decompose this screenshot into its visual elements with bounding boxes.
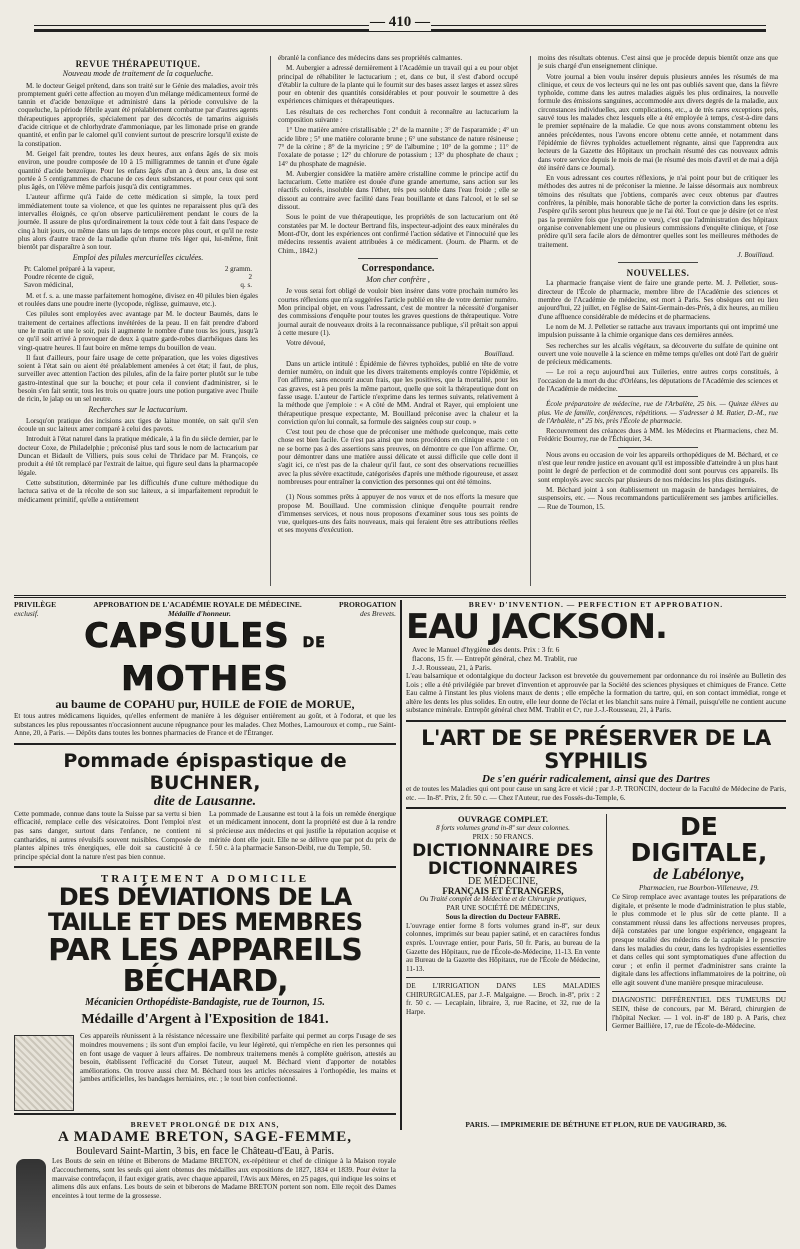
paragraph: Ses recherches sur les alcalis végétaux, sa découverte du sulfate de quinine ont ouvert une voie nouvelle à la science en même temps qu'elles ont doté l'art de guérir de précieux médicaments. (538, 341, 778, 367)
page-number: — 410 — (370, 14, 430, 30)
bottle-illustration (16, 1159, 46, 1249)
paragraph: Les résultats de ces recherches l'ont conduit à reconnaître au lactucarium la composition suivante : (278, 107, 518, 125)
paragraph: Votre journal a bien voulu insérer depuis plusieurs années les résumés de ma clinique, et ceux de vos lecteurs qui ne les ont pas oubliés savent que, dans la fièvre typhoïde, comme dans les autres maladies aiguës les plus ordinaires, la nouvelle formule des émissions sanguines, accommodée aux divers degrés de la maladie, aux circonstances individuelles, aux complications, etc., a de très rares exceptions près, sauvé tous les malades chez lesquels elle a été employée à temps, c'est-à-dire dans le premier septénaire de la maladie. Ce que nous avons constamment obtenu les années précédentes, nous l'avons encore obtenu cette année, et notamment dans l'épidémie de fièvres typhoïdes actuellement régnante, ainsi que l'apprendra aux lecteurs de la Gazette des Hôpitaux un prochain résumé des cas nouveaux admis dans votre service depuis le mois de mai (le résumé des mois d'avril et de mai a déjà été inséré dans ce Journal). (538, 72, 778, 172)
salutation: Mon cher confrère , (366, 275, 430, 285)
section-title: REVUE THÉRAPEUTIQUE. (75, 59, 201, 69)
capsules-subtitle: au baume de COPAHU pur, HUILE de FOIE de MORUE, (55, 697, 355, 711)
paragraph: M. Aubergier a adressé dernièrement à l'Académie un travail qui a eu pour objet principal de réhabiliter le lactucarium ; et, dans ce but, il s'est d'abord occupé d'établir la culture de la plante qui le fournit sur des bases assez larges et assez sûres pour en obtenir des quantités considérables et pour pouvoir le soumettre à des expériences chimiques et thérapeutiques. (278, 64, 518, 106)
ads-divider (400, 600, 402, 1130)
paragraph: M. Aubergier considère la matière amère cristalline comme le principe actif du lactucarium. Cette matière est douée d'une grande amertume, sans action sur les réactifs colorés, insoluble dans l'éther, très peu soluble dans l'eau froide ; elle se dissout au contraire avec facilité dans l'eau bouillante et dans l'alcool, et le sel se dissout. (278, 169, 518, 212)
syphilis-text: et de toutes les Maladies qui ont pour cause un sang âcre et vicié ; par J.-P. TRONCIN, docteur de la Faculté de Médecine de Paris, etc. — In-8º. Prix, 2 fr. 50 c. — Chez l'Auteur, rue des Fossés-du-Temple, 6. (406, 784, 786, 802)
syphilis-subtitle: De s'en guérir radicalement, ainsi que des Dartres (482, 772, 710, 785)
dictionnaire-ad (406, 814, 600, 1031)
bechard-body (14, 1032, 396, 1084)
footnote: (1) Nous sommes prêts à appuyer de nos vœux et de nos efforts la mesure que propose M. Bouillaud. Une commission clinique d'enquête pourrait rendre d'immenses services, et nous nous proposons d'examiner sous tous ses points de vue, quelques-uns des faits nouveaux, mais qui feraient être ses attributions réelles et ses moyens d'exécution. (278, 493, 518, 535)
paragraph: Je vous serai fort obligé de vouloir bien insérer dans votre prochain numéro les courtes réflexions que m'a suggérées l'article publié en tête de votre dernier numéro. Mon principal objet, en vous l'adressant, c'est de montrer la nécessité d'organiser des commissions d'enquête pour toutes les graves questions de thérapeutique. Votre journal aurait de nouveaux droits à la reconnaissance publique, s'il prêtait son appui à cette mesure (1). (278, 287, 518, 337)
dict-subtitle: DE MÉDECINE, (467, 875, 538, 887)
paragraph: Sous le point de vue thérapeutique, les propriétés de son lactucarium ont été constatées par M. le docteur Bertrand fils, inspecteur-adjoint des eaux minérales du Mont-d'Or, dont les expériences ont confirmé l'action sédative et l'innocuité que les médecins ressentis avaient attribuées à ce médicament. (Journ. de Pharm. et de Chim., 1842.) (278, 213, 518, 255)
header-text: APPROBATION DE L'ACADÉMIE ROYALE DE MÉDECINE. (93, 600, 302, 609)
column-3 (538, 54, 778, 594)
paragraph: En vous adressant ces courtes réflexions, je n'ai point pour but de critiquer les méthodes des autres ni de préconiser la mienne. Je laisse désormais aux nombreux témoins des résultats que j'obtiens, comparés avec ceux obtenus par d'autres confrères, la pénible, mais honorable tâche de porter la conviction dans les esprits. J'espère qu'ils seront plus heureux que je ne l'ai été. Tout ce que je désire (et ce n'est pas la première fois que j'exprime ce vœu), c'est que l'administration des hôpitaux organise convenablement une ou plusieurs commissions d'enquête clinique, et j'ose prédire qu'il sera facile alors de démontrer quelles sont les meilleures méthodes de traitement. (538, 174, 778, 249)
notice: Recouvrement des créances dues à MM. les Médecins et Pharmaciens, chez M. Frédéric Bourrey, rue de l'Échiquier, 34. (538, 427, 778, 444)
eau-title: EAU JACKSON. (406, 607, 667, 647)
paragraph: Votre dévoué, (286, 339, 326, 348)
ad-divider (14, 743, 396, 745)
paragraph: Le nom de M. J. Pelletier se rattache aux travaux importants qui ont imprimé une impulsion puissante à la chimie organique dans ces dernières années. (538, 322, 778, 340)
quantity: q. s. (240, 281, 252, 290)
section-rule (14, 595, 786, 598)
paragraph: 1° Une matière amère cristallisable ; 2° de la mannite ; 3° de l'asparamide ; 4° un acide libre ; 5° une matière colorante brune ; 6° une substance de nature résineuse ; 7° de la cérine ; 8° de la myricine ; 9° de l'albumine ; 10° de la gomme ; 11° de l'oxalate de potasse ; 12° du chlorure de potassium ; 13° du phosphate de chaux ; 14° du phosphate de magnésie. (278, 126, 518, 168)
paragraph: Il faut d'ailleurs, pour faire usage de cette préparation, que les voies digestives soient à l'état sain ou aient été préalablement amenées à cet état; il faut, de plus, surveiller avec attention l'action des pilules, afin de la faire porter plutôt sur le tube gastro-intestinal que sur la bouche; et pour cela il convient d'administrer, si le besoin s'en fait sentir, tous les trois ou quatre jours une potion purgative avec l'huile de ricin, le jalap ou un sel neutre. (18, 353, 258, 404)
ad-divider (406, 720, 786, 722)
signature: Bouillaud. (484, 349, 514, 358)
paragraph: Introduit à l'état naturel dans la pratique médicale, à la fin du siècle dernier, par le docteur Coxe, de Philadelphie ; préconisé plus tard sous le nom de lactucarium par Duncan et Bidault de Villiers, puis sous celui de Thridace par M. François, ce produit a été tôt remplacé par l'extrait de laitue, qui figure seul dans la pharmacopée légale. (18, 435, 258, 477)
paragraph: M. le docteur Geigel prétend, dans son traité sur le Génie des maladies, avoir très promptement guéri cette affection au moyen d'un mélange médicamenteux formé de tannin et d'acide benzoïque et administré dans la période convulsive de la coqueluche, la période fébrile ayant été préalablement combattue par d'autres agents thérapeutiques appropriés, spécialement par des décoctés de tamarins aiguisés d'acide citrique et de chlorhydrate d'ammoniaque, par les limonade prise en grande quantité, et enfin par le calomel qu'il convient surtout de prescrire lorsqu'il existe de la constipation. (18, 81, 258, 148)
dict-volumes: 8 forts volumes grand in-8º sur deux colonnes. (435, 824, 570, 833)
syphilis-title: L'ART DE SE PRÉSERVER DE LA SYPHILIS (421, 725, 771, 773)
mothes-word: MOTHES (120, 659, 290, 699)
dict-title: DICTIONNAIRE DES DICTIONNAIRES (412, 840, 594, 879)
breton-body (14, 1157, 396, 1200)
ad-divider (406, 977, 600, 978)
bechard-title-1: DES DÉVIATIONS DE LA TAILLE ET DES MEMBRES (47, 883, 363, 937)
digitale-subtitle: de Labélonye, (653, 866, 745, 884)
dict-heading: OUVRAGE COMPLET. (457, 814, 548, 825)
divider (618, 447, 698, 448)
dict-text: L'ouvrage entier forme 8 forts volumes grand in-8º, sur deux colonnes, imprimés sur beau papier satiné, et en caractères fondus exprès. L'ouvrage entier, pour Paris, 50 fr. Paris, au bureau de la Gazette des Hôpitaux, rue de l'École-de-Médecine, 11-13. En vente au Bureau de la Gazette des Hôpitaux, rue de l'École de Médecine, 11-13. (406, 921, 600, 973)
section-title: NOUVELLES. (626, 268, 690, 279)
quantity: 2 gramm. (224, 264, 252, 273)
signature: J. Bouillaud. (737, 250, 774, 259)
ads-right (406, 600, 786, 1133)
header-text: Médaille d'honneur. (167, 609, 231, 618)
advertisements (14, 600, 786, 1200)
breton-title: A MADAME BRETON, SAGE-FEMME, (58, 1129, 352, 1146)
pommade-subtitle: dite de Lausanne. (153, 793, 257, 809)
paragraph: C'est tout peu de chose que de préconiser une méthode quelconque, mais cette chose est bien facile. Ce n'est pas ainsi que nous procédons en clinique exacte : on ne se borne pas à des assertions sans preuves, on démontre ce que l'on affirme. Or, pour démontrer dans une matière aussi délicate et aussi difficile que celle dont il s'agit ici, ce n'est pas de la chaleur qu'il faut, ce sont des observations recueillies avec la plus sévère exactitude, catégorisées d'après une méthode rigoureuse, et assez nombreuses pour entraîner la conviction des personnes qui ont été témoins. (278, 428, 518, 486)
header-text: PRIVILÈGE (14, 600, 57, 609)
formula-line (24, 273, 252, 281)
divider (618, 396, 698, 397)
breton-heading: BREVET PROLONGÉ DE DIX ANS, (130, 1120, 280, 1130)
breton-address: Boulevard Saint-Martin, 3 bis, en face le Château-d'Eau, à Paris. (75, 1146, 335, 1158)
ad-divider (14, 1113, 396, 1115)
eau-side: Avec le Manuel d'hygiène des dents. Prix : 3 fr. 6 flacons, 15 fr. — Entrepôt général, chez M. Trablit, rue J.-J. Rousseau, 21, à Paris. (412, 645, 578, 672)
column-divider (270, 56, 271, 586)
paragraph: moins des résultats obtenus. C'est ainsi que je procède depuis bientôt onze ans que je suis chargé d'un enseignement clinique. (538, 54, 778, 71)
bechard-text: Ces appareils réunissent à la résistance nécessaire une flexibilité parfaite qui permet au corps l'usage de ses moindres mouvemens ; ils sont d'un emploi facile, vu leur légèreté, qui n'empêche en rien les personnes qui en font usage de vaquer à leurs affaires. De nombreux traitemens menés à complète guérison, attestés au besoin, établissent l'efficacité du Corset Tuteur, auquel M. Béchard vient d'apporter de notables améliorations. On trouve aussi chez M. Béchard tous les articles nécessaires à l'orthopédie, les mains et jambes artificielles, les bandages herniaires, etc. ; le tout bien confectionné. (80, 1032, 396, 1084)
bechard-medal: Médaille d'Argent à l'Exposition de 1841. (81, 1012, 329, 1028)
header-text: des Brevets. (360, 609, 396, 618)
dict-subtitle-2: FRANÇAIS ET ÉTRANGERS, (442, 885, 564, 896)
page-header (14, 8, 786, 48)
capsules-text: Et tous autres médicamens liquides, qu'elles enferment de manière à les déguiser entièrement au goût, et à l'odorat, et que les substances les plus repoussantes n'occasionnent aucune répugnance pour les malades. Chez Mothes, Lamouroux et comp., rue Saint-Anne, 20, à Paris. — Dépôts dans toutes les bonnes pharmacies de France et de l'Étranger. (14, 712, 396, 738)
bechard-title-2: PAR LES APPAREILS BÉCHARD, (48, 933, 362, 1000)
pommade-text-left: Cette pommade, connue dans toute la Suisse par sa vertu si bien efficacité, remplace celle des vésicatoires. Dont l'emploi n'est pas sans danger, surtout dans l'enfance, ne contient ni cantharides, ni autres révulsifs souvent nuisibles. Composée de plantes alpines très énergiques, elle doit sa causticité à ce principe spécial dont la nature n'est pas bien connue. (14, 809, 201, 861)
formula (24, 265, 252, 290)
capsules-word: CAPSULES (84, 616, 290, 656)
breton-text: Les Bouts de sein en tétine et Biberons de Madame BRETON, ex-répétiteur et chef de clinique à la Maison royale d'accouchemens, sont les seuls qui aient obtenus des médailles aux expositions de 1827, 1834 et 1839. Pour éviter la mauvaise contrefaçon, il faut exiger gratis, avec chaque appareil, l'Avis aux Mères, en 25 pages, qui indique les soins et alimens dûs aux enfans. Les bouts de sein et biberons de Madame BRETON portent son nom. Elle reçoit des Dames enceintes à tout terme de la grossesse. (52, 1157, 396, 1200)
diagnostic-ad: DIAGNOSTIC DIFFÉRENTIEL DES TUMEURS DU SEIN, thèse de concours, par M. Bérard, chirurgien de l'hôpital Necker. — 1 vol. in-8º de 180 p. A Paris, chez Germer Baillière, 17, rue de l'École-de-Médecine. (611, 996, 786, 1031)
column-2 (278, 54, 518, 594)
column-divider (530, 56, 531, 586)
eau-brevet: BREVᵗ D'INVENTION. — PERFECTION ET APPROBATION. (468, 600, 724, 609)
newspaper-page (14, 8, 786, 1200)
pommade-text (14, 810, 396, 862)
ad-divider (406, 807, 786, 809)
capsules-title (14, 618, 396, 697)
section-title: Correspondance. (361, 262, 435, 274)
header-text: PROROGATION (339, 600, 396, 609)
formula-line (24, 281, 252, 289)
digitale-text: Ce Sirop remplace avec avantage toutes les préparations de digitale, et présente le mode d'administration le plus stable, le plus commode et le plus sûr de cette plante. Il a constamment réussi dans les affections nerveuses propres, déjà constatées par une longue expérience, engageant la presque totalité des médecins de la capitale à le prescrire dans les maladies du cœur, dans les hydropisies essentielles et dans celles qui sont symptomatiques d'une affection du cœur ; et enfin il permet d'administrer sans crainte la digitale dans les affections inflammatoires de la poitrine, où elle agit souvent d'une manière presque miraculeuse. (611, 892, 786, 987)
eau-text: L'eau balsamique et odontalgique du docteur Jackson est brevetée du gouvernement par ordonnance du roi insérée au Bulletin des Lois ; elle a été privilégiée par brevet d'invention et approuvée par la Société des sciences physiques et chimiques de France. Cette Eau calme à l'instant les plus violens maux de dents ; elle empêche la formation du tartre, qui, en son contact immédiat, ronge et altère les dents les plus solides. En outre, elle leur donne de l'éclat et les blanchit sans nuire à l'émail, puisqu'elle ne contient aucune substance minérale. Entrepôt général chez MM. Trablit et Cᵉ, rue J.-J.-Rousseau, 21, à Paris. (406, 672, 786, 715)
paragraph: Nous avons eu occasion de voir les appareils orthopédiques de M. Béchard, et ce n'est que leur rendre justice en avouant qu'il est impossible d'atteindre à un plus haut point le degré de perfection et de commodité dont sont pourvus ces appareils. Ils sont employés avec succès par plusieurs de nos médecins les plus distingués. (538, 450, 778, 484)
dict-subtitle-3: Ou Traité complet de Médecine et de Chirurgie pratiques, (419, 895, 587, 904)
paragraph: Lorsqu'on pratique des incisions aux tiges de laitue montée, on sait qu'il s'en écoule un suc laiteux amer comparé à celui des pavots. (18, 416, 258, 434)
ingredient: Savon médicinal, (24, 281, 74, 290)
quantity: 2 (248, 273, 252, 282)
paragraph: — Le roi a reçu aujourd'hui aux Tuileries, entre autres corps constitués, à l'occasion de la mort du duc d'Orléans, les députations de l'Académie des sciences et de l'Académie de médecine. (538, 368, 778, 393)
dict-authors: PAR UNE SOCIÉTÉ DE MÉDECINS, (446, 904, 560, 913)
header-text: exclusif. (14, 609, 39, 618)
paragraph: Dans un article intitulé : Épidémie de fièvres typhoïdes, publié en tête de votre dernier numéro, on induit que les divers traitements employés contre l'épidémie, et l'on affirme, sans encourir aucun frais, que les positives, que la mortalité, pour les cas graves, est à peu près la même partout, quelle que soit la thérapeutique dont on fasse usage. L'auteur de l'article n'exprime dans les termes suivants, relativement à la méthode que j'emploie : « A côté de MM. Andral et Rayer, qui emploient une thérapeutique presque expectante, M. Bouillaud préconise avec la chaleur et la conviction qu'on lui connaît, sa formule des saignées coup sur coup. » (278, 359, 518, 426)
ads-left (14, 600, 396, 1200)
digitale-address: Pharmacien, rue Bourbon-Villeneuve, 19. (638, 884, 759, 893)
article-subtitle: Emploi des pilules mercurielles ciculées. (72, 252, 204, 262)
digitale-title: DE DIGITALE, (630, 812, 768, 868)
pommade-text-right: La pommade de Lausanne est tout à la fois un remède énergique et un médicament innocent, dont la propriété est due à la rendre si précieuse aux médecins et qui justifie la réputation acquise et méritée dont elle jouit. Elle ne se délivre que par pot du prix de f. 50 c. à la pharmacie Sanson-Deibl, rue du Temple, 50. (209, 809, 396, 853)
de-word: DE (302, 635, 326, 651)
bechard-heading: TRAITEMENT A DOMICILE (100, 873, 310, 886)
divider (358, 489, 438, 490)
ingredient: Pr. Calomel préparé à la vapeur, (24, 264, 115, 273)
printer-imprint: PARIS. — IMPRIMERIE DE BÉTHUNE ET PLON, RUE DE VAUGIRARD, 36. (465, 1120, 727, 1129)
digitale-ad (606, 814, 786, 1031)
ad-divider (612, 991, 786, 992)
notice: École préparatoire de médecine, rue de l'Arbalète, 25 bis. — Quinze élèves au plus. Vie de famille, conférences, répétitions. — S'adresser à M. Ratier, D.-M., rue de l'Arbalète, nº 25 bis, près l'École de pharmacie. (538, 400, 778, 425)
eau-header (406, 609, 786, 672)
pommade-title: Pommade épispastique de BUCHNER, (63, 749, 347, 794)
irrigation-ad: DE L'IRRIGATION DANS LES MALADIES CHIRURGICALES, par J.-F. Malgaigne. — Broch. in-8º, prix : 2 fr. 50 c. — Lecaplain, libraire, 3, rue Racine, et 32, rue de la Harpe. (406, 982, 600, 1017)
paragraph: ébranlé la confiance des médecins dans ses propriétés calmantes. (278, 54, 463, 62)
column-1 (18, 54, 258, 594)
formula-line (24, 265, 252, 273)
ingredient: Poudre récente de ciguë, (24, 273, 94, 282)
bechard-subtitle: Mécanicien Orthopédiste-Bandagiste, rue de Tournon, 15. (85, 997, 325, 1009)
paragraph: L'auteur affirme qu'à l'aide de cette médication si simple, la toux perd immédiatement toute sa violence, et que les quintes ne reparaissent plus qu'à des intervalles éloignés, ce qu'on observe particulièrement pendant le cours de la journée. Il assure de plus qu'ordinairement la toux cède tout à fait dans l'espace de cinq à huit jours, ou même dans un laps de temps encore plus court, et qu'il ne reste plus alors d'autre trace de la maladie qu'un rhume très léger qui, lui-même, finit bientôt par disparaître à son tour. (18, 193, 258, 252)
ad-divider (14, 866, 396, 868)
dict-director: Sous la direction du Docteur FABRE. (445, 912, 561, 921)
dict-price: PRIX : 50 FRANCS. (472, 832, 534, 841)
article-subtitle: Nouveau mode de traitement de la coqueluche. (62, 69, 214, 79)
divider (618, 262, 698, 263)
article-subtitle: Recherches sur le lactucarium. (88, 404, 188, 414)
paragraph: M. Béchard joint à son établissement un magasin de bandages herniaires, de suspensoirs, etc. — Nous recommandons particulièrement ses jambes artificielles. — Rue de Tournon, 15. (538, 485, 778, 511)
lower-ads (406, 814, 786, 1031)
paragraph: Cette substitution, déterminée par les difficultés d'une culture méthodique du lactuca sativa et de la récolte de son suc laiteux, a si imparfaitement reproduit le médicament primitif, qu'elle a entièrement (18, 478, 258, 504)
divider (358, 258, 438, 259)
paragraph: M. Geigel fait prendre, toutes les deux heures, aux enfans âgés de six mois environ, une poudre composée de 10 à 15 milligrammes de tannin et d'une égale quantité d'acide benzoïque. Pour les enfans âgés d'un an à deux ans, la dose est portée à 5 centigrammes de chacune de ces deux substances, et pour ceux qui sont plus âgés, on l'élève même parfois jusqu'à dix centigrammes. (18, 149, 258, 192)
corset-illustration (14, 1035, 74, 1111)
paragraph: Ces pilules sont employées avec avantage par M. le docteur Baumés, dans le traitement de certaines affections invétérées de la peau. Il en fait prendre d'abord une le matin et une le soir, puis il augmente le nombre d'une tous les jours, jusqu'à ce qu'il soit arrivé à provoquer de deux à quatre garde-robes diarrhéiques dans les vingt-quatre heures. Il faut boire en même temps du bouillon de veau. (18, 310, 258, 352)
capsules-header (14, 600, 396, 609)
paragraph: M. et f. s. a. une masse parfaitement homogène, divisez en 40 pilules bien égales et roulées dans une poudre inerte (lycopode, réglisse, guimauve, etc.). (18, 291, 258, 309)
paragraph: La pharmacie française vient de faire une grande perte. M. J. Pelletier, sous-directeur de l'École de pharmacie, membre libre de l'Académie des sciences et membre de l'Académie de médecine, est mort à Paris. Ses obsèques ont eu lieu aujourd'hui, 22 juillet, en l'église de Saint-Germain-des-Prés, à dix heures, au milieu d'une affluence considérable de médecins et de pharmaciens. (538, 279, 778, 321)
